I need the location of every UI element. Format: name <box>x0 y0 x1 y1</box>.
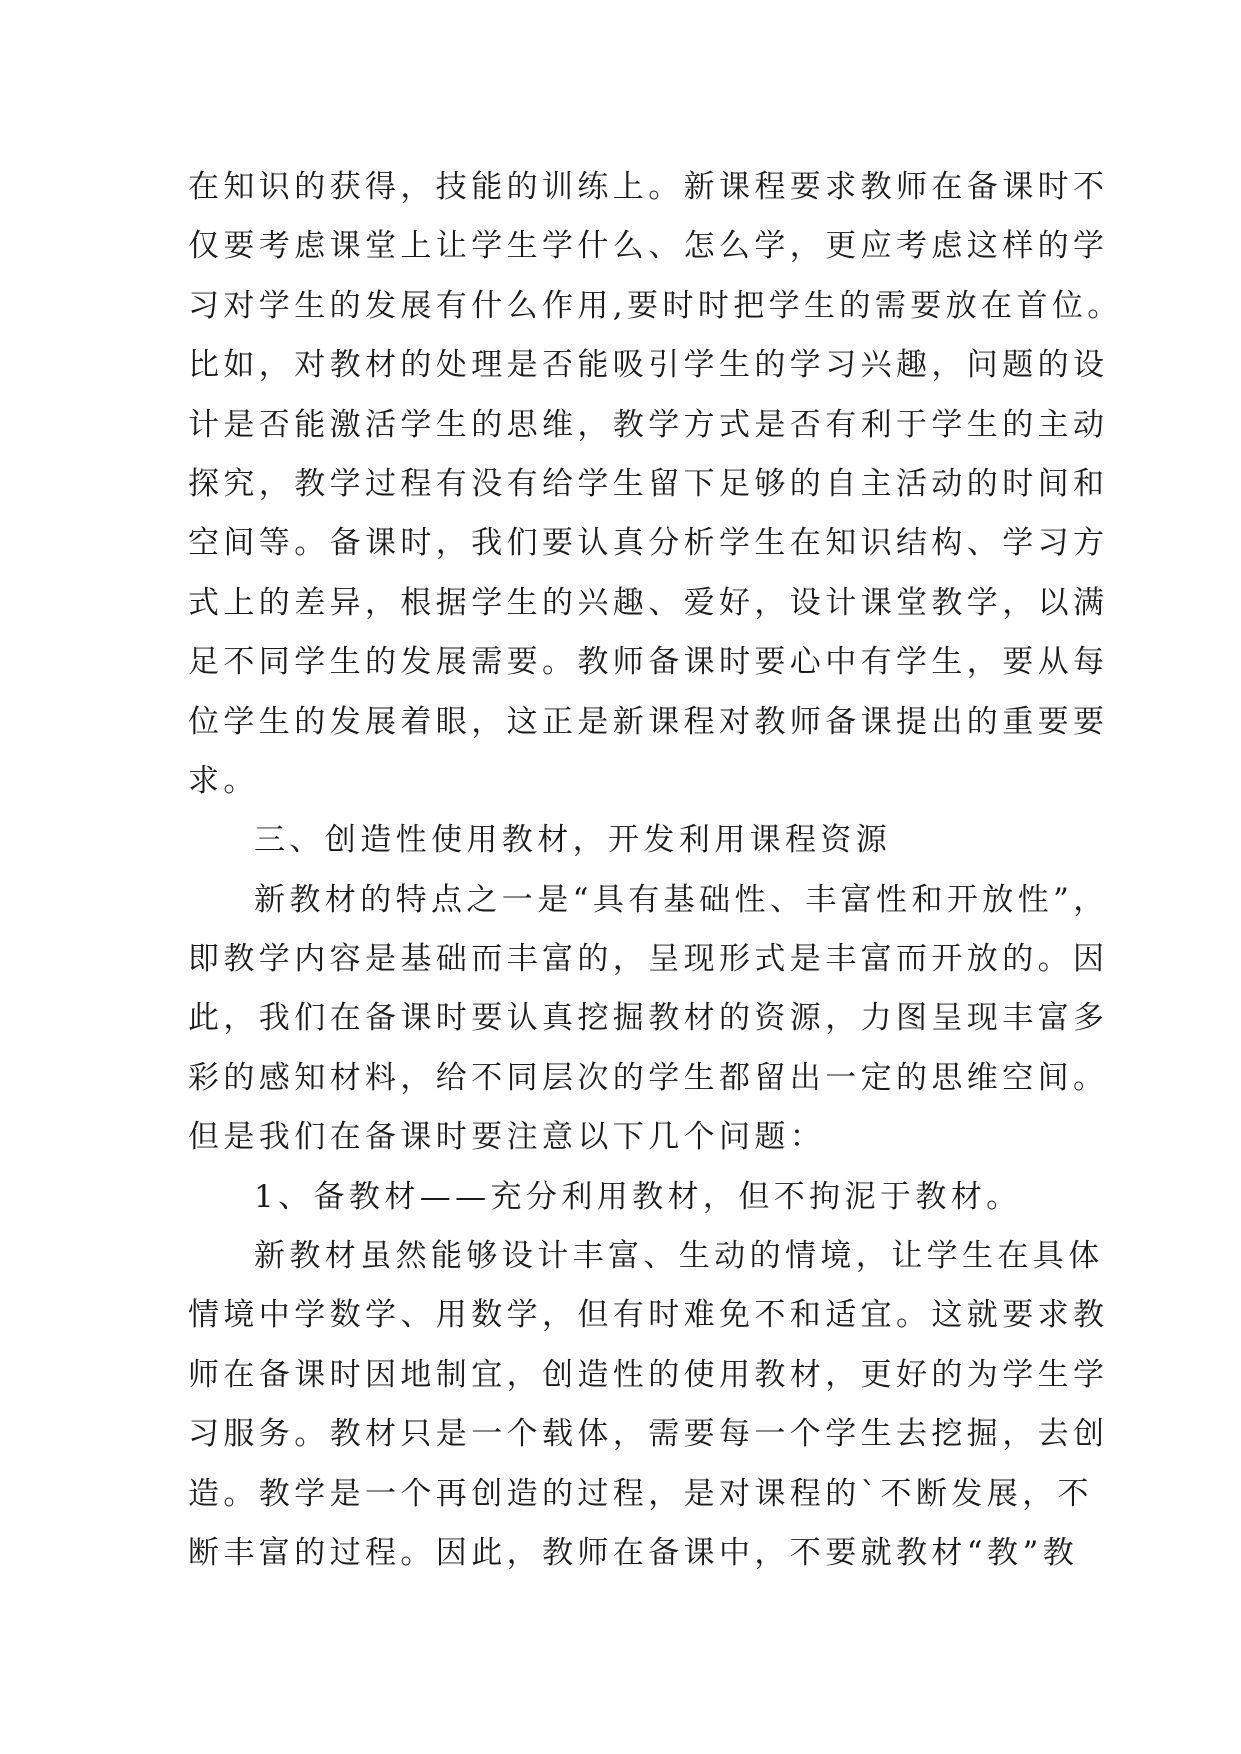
text-line: 造。教学是一个再创造的过程，是对课程的`不断发展，不 <box>188 1475 1093 1512</box>
text-line: 探究，教学过程有没有给学生留下足够的自主活动的时间和 <box>188 465 1109 502</box>
text-line: 空间等。备课时，我们要认真分析学生在知识结构、学习方 <box>188 525 1109 562</box>
text-line: 在知识的获得，技能的训练上。新课程要求教师在备课时不 <box>188 169 1109 205</box>
text-line: 新教材的特点之一是“具有基础性、丰富性和开放性”， <box>254 881 1109 918</box>
text-line: 但是我们在备课时要注意以下几个问题： <box>188 1119 826 1156</box>
text-line: 习对学生的发展有什么作用,要时时把学生的需要放在首位。 <box>188 287 1123 324</box>
text-line: 此，我们在备课时要认真挖掘教材的资源，力图呈现丰富多 <box>188 1000 1109 1037</box>
text-line: 位学生的发展着眼，这正是新课程对教师备课提出的重要要 <box>188 703 1109 740</box>
text-line: 新教材虽然能够设计丰富、生动的情境，让学生在具体 <box>254 1238 1104 1275</box>
document-body <box>188 158 1123 1583</box>
text-line: 习服务。教材只是一个载体，需要每一个学生去挖掘，去创 <box>188 1416 1109 1453</box>
text-line: 即教学内容是基础而丰富的，呈现形式是丰富而开放的。因 <box>188 941 1109 978</box>
text-line: 比如，对教材的处理是否能吸引学生的学习兴趣，问题的设 <box>188 347 1109 384</box>
text-line: 彩的感知材料，给不同层次的学生都留出一定的思维空间。 <box>188 1059 1109 1096</box>
text-line: 式上的差异，根据学生的兴趣、爱好，设计课堂教学，以满 <box>188 584 1109 621</box>
text-line: 师在备课时因地制宜，创造性的使用教材，更好的为学生学 <box>188 1356 1109 1393</box>
text-line: 断丰富的过程。因此，教师在备课中，不要就教材“教”教 <box>188 1534 1079 1571</box>
text-line: 仅要考虑课堂上让学生学什么、怎么学，更应考虑这样的学 <box>188 228 1109 265</box>
text-line: 1、备教材——充分利用教材，但不拘泥于教材。 <box>254 1178 1022 1215</box>
text-line: 足不同学生的发展需要。教师备课时要心中有学生，要从每 <box>188 644 1109 681</box>
text-line: 计是否能激活学生的思维，教学方式是否有利于学生的主动 <box>188 406 1109 443</box>
text-line: 求。 <box>188 762 259 799</box>
text-line: 情境中学数学、用数学，但有时难免不和适宜。这就要求教 <box>188 1297 1109 1334</box>
text-line: 三、创造性使用教材，开发利用课程资源 <box>254 822 892 859</box>
